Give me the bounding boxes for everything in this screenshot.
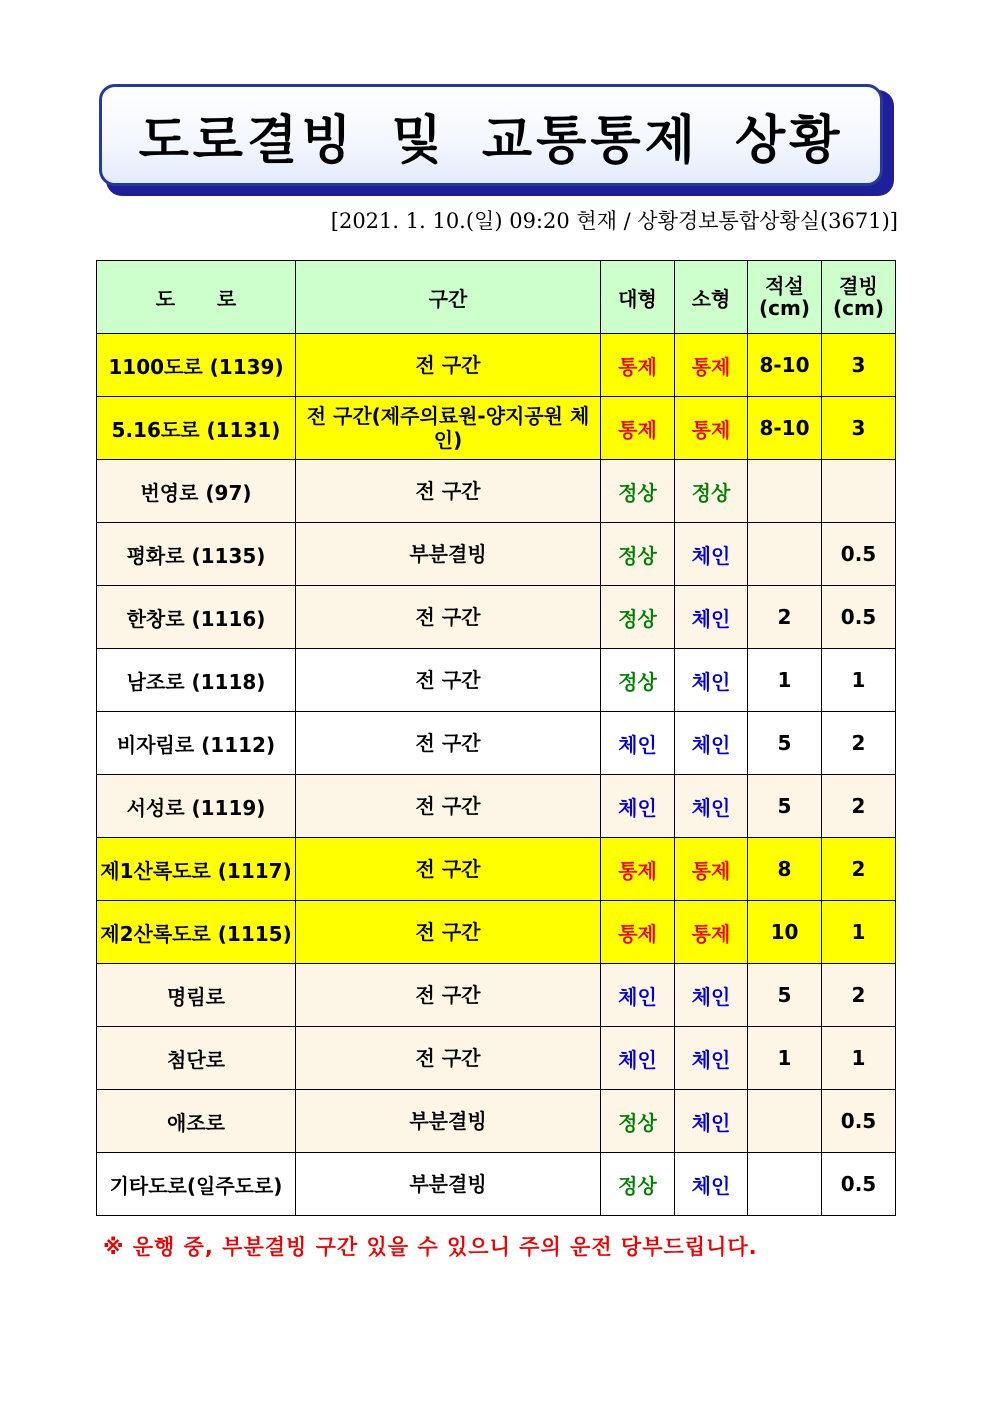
table-row [97,712,896,775]
table-row [97,334,896,397]
snow-depth-cell: 1 [748,649,822,712]
large-vehicle-status-cell: 체인 [601,1027,675,1090]
snow-depth-cell: 1 [748,1027,822,1090]
small-vehicle-status-cell: 체인 [675,712,748,775]
large-vehicle-status-cell: 정상 [601,523,675,586]
section-cell: 부분결빙 [296,523,601,586]
large-vehicle-status-cell: 정상 [601,649,675,712]
small-vehicle-status-cell: 통제 [675,397,748,460]
table-row [97,460,896,523]
road-name-cell: 기타도로(일주도로) [97,1153,296,1216]
road-name-cell: 비자림로 (1112) [97,712,296,775]
road-name-cell: 한창로 (1116) [97,586,296,649]
section-cell: 전 구간 [296,1027,601,1090]
road-name-cell: 1100도로 (1139) [97,334,296,397]
section-cell: 부분결빙 [296,1090,601,1153]
small-vehicle-status-cell: 통제 [675,838,748,901]
ice-depth-cell: 1 [822,649,896,712]
ice-depth-cell [822,460,896,523]
header-small-vehicle: 소형 [675,261,748,334]
header-road: 도 로 [97,261,296,334]
road-name-cell: 번영로 (97) [97,460,296,523]
small-vehicle-status-cell: 체인 [675,586,748,649]
section-cell: 전 구간 [296,964,601,1027]
table-row [97,964,896,1027]
small-vehicle-status-cell: 체인 [675,649,748,712]
small-vehicle-status-cell: 정상 [675,460,748,523]
table-row [97,838,896,901]
large-vehicle-status-cell: 통제 [601,838,675,901]
snow-depth-cell [748,460,822,523]
ice-depth-cell: 0.5 [822,1090,896,1153]
road-status-table [96,260,896,1216]
snow-depth-cell [748,1153,822,1216]
ice-depth-cell: 2 [822,712,896,775]
section-cell: 전 구간 [296,712,601,775]
ice-depth-cell: 2 [822,838,896,901]
large-vehicle-status-cell: 체인 [601,712,675,775]
report-timestamp: [2021. 1. 10.(일) 09:20 현재 / 상황경보통합상황실(3671)] [330,209,898,233]
header-ice-depth: 결빙 (cm) [822,261,896,334]
header-snow-depth: 적설 (cm) [748,261,822,334]
ice-depth-cell: 0.5 [822,1153,896,1216]
road-name-cell: 첨단로 [97,1027,296,1090]
table-row [97,397,896,460]
small-vehicle-status-cell: 체인 [675,775,748,838]
road-name-cell: 평화로 (1135) [97,523,296,586]
small-vehicle-status-cell: 체인 [675,523,748,586]
ice-depth-cell: 0.5 [822,523,896,586]
large-vehicle-status-cell: 체인 [601,775,675,838]
table-row [97,1153,896,1216]
section-cell: 전 구간 [296,586,601,649]
small-vehicle-status-cell: 통제 [675,901,748,964]
section-cell: 전 구간 [296,775,601,838]
road-name-cell: 제2산록도로 (1115) [97,901,296,964]
small-vehicle-status-cell: 통제 [675,334,748,397]
table-row [97,523,896,586]
section-cell: 전 구간 [296,838,601,901]
small-vehicle-status-cell: 체인 [675,964,748,1027]
large-vehicle-status-cell: 정상 [601,460,675,523]
table-header-row [97,261,896,334]
large-vehicle-status-cell: 정상 [601,1090,675,1153]
caution-footnote: ※ 운행 중, 부분결빙 구간 있을 수 있으니 주의 운전 당부드립니다. [103,1235,758,1259]
ice-depth-cell: 3 [822,334,896,397]
snow-depth-cell: 10 [748,901,822,964]
road-name-cell: 제1산록도로 (1117) [97,838,296,901]
section-cell: 전 구간(제주의료원-양지공원 체인) [296,397,601,460]
snow-depth-cell: 8-10 [748,334,822,397]
ice-depth-cell: 3 [822,397,896,460]
road-name-cell: 애조로 [97,1090,296,1153]
large-vehicle-status-cell: 정상 [601,586,675,649]
table-row [97,586,896,649]
section-cell: 전 구간 [296,901,601,964]
section-cell: 전 구간 [296,460,601,523]
table-row [97,649,896,712]
table-row [97,1090,896,1153]
large-vehicle-status-cell: 체인 [601,964,675,1027]
ice-depth-cell: 1 [822,1027,896,1090]
table-row [97,775,896,838]
road-name-cell: 남조로 (1118) [97,649,296,712]
snow-depth-cell: 5 [748,712,822,775]
header-section: 구간 [296,261,601,334]
table-row [97,901,896,964]
ice-depth-cell: 1 [822,901,896,964]
title-banner [99,84,883,186]
large-vehicle-status-cell: 통제 [601,334,675,397]
snow-depth-cell: 8-10 [748,397,822,460]
ice-depth-cell: 2 [822,964,896,1027]
large-vehicle-status-cell: 통제 [601,901,675,964]
snow-depth-cell: 2 [748,586,822,649]
section-cell: 전 구간 [296,334,601,397]
section-cell: 전 구간 [296,649,601,712]
page-title: 도로결빙 및 교통통제 상황 [138,110,844,171]
small-vehicle-status-cell: 체인 [675,1153,748,1216]
snow-depth-cell: 5 [748,775,822,838]
snow-depth-cell: 5 [748,964,822,1027]
road-name-cell: 5.16도로 (1131) [97,397,296,460]
snow-depth-cell: 8 [748,838,822,901]
table-row [97,1027,896,1090]
ice-depth-cell: 2 [822,775,896,838]
snow-depth-cell [748,1090,822,1153]
road-name-cell: 서성로 (1119) [97,775,296,838]
ice-depth-cell: 0.5 [822,586,896,649]
small-vehicle-status-cell: 체인 [675,1027,748,1090]
small-vehicle-status-cell: 체인 [675,1090,748,1153]
section-cell: 부분결빙 [296,1153,601,1216]
snow-depth-cell [748,523,822,586]
large-vehicle-status-cell: 통제 [601,397,675,460]
header-large-vehicle: 대형 [601,261,675,334]
road-name-cell: 명림로 [97,964,296,1027]
large-vehicle-status-cell: 정상 [601,1153,675,1216]
